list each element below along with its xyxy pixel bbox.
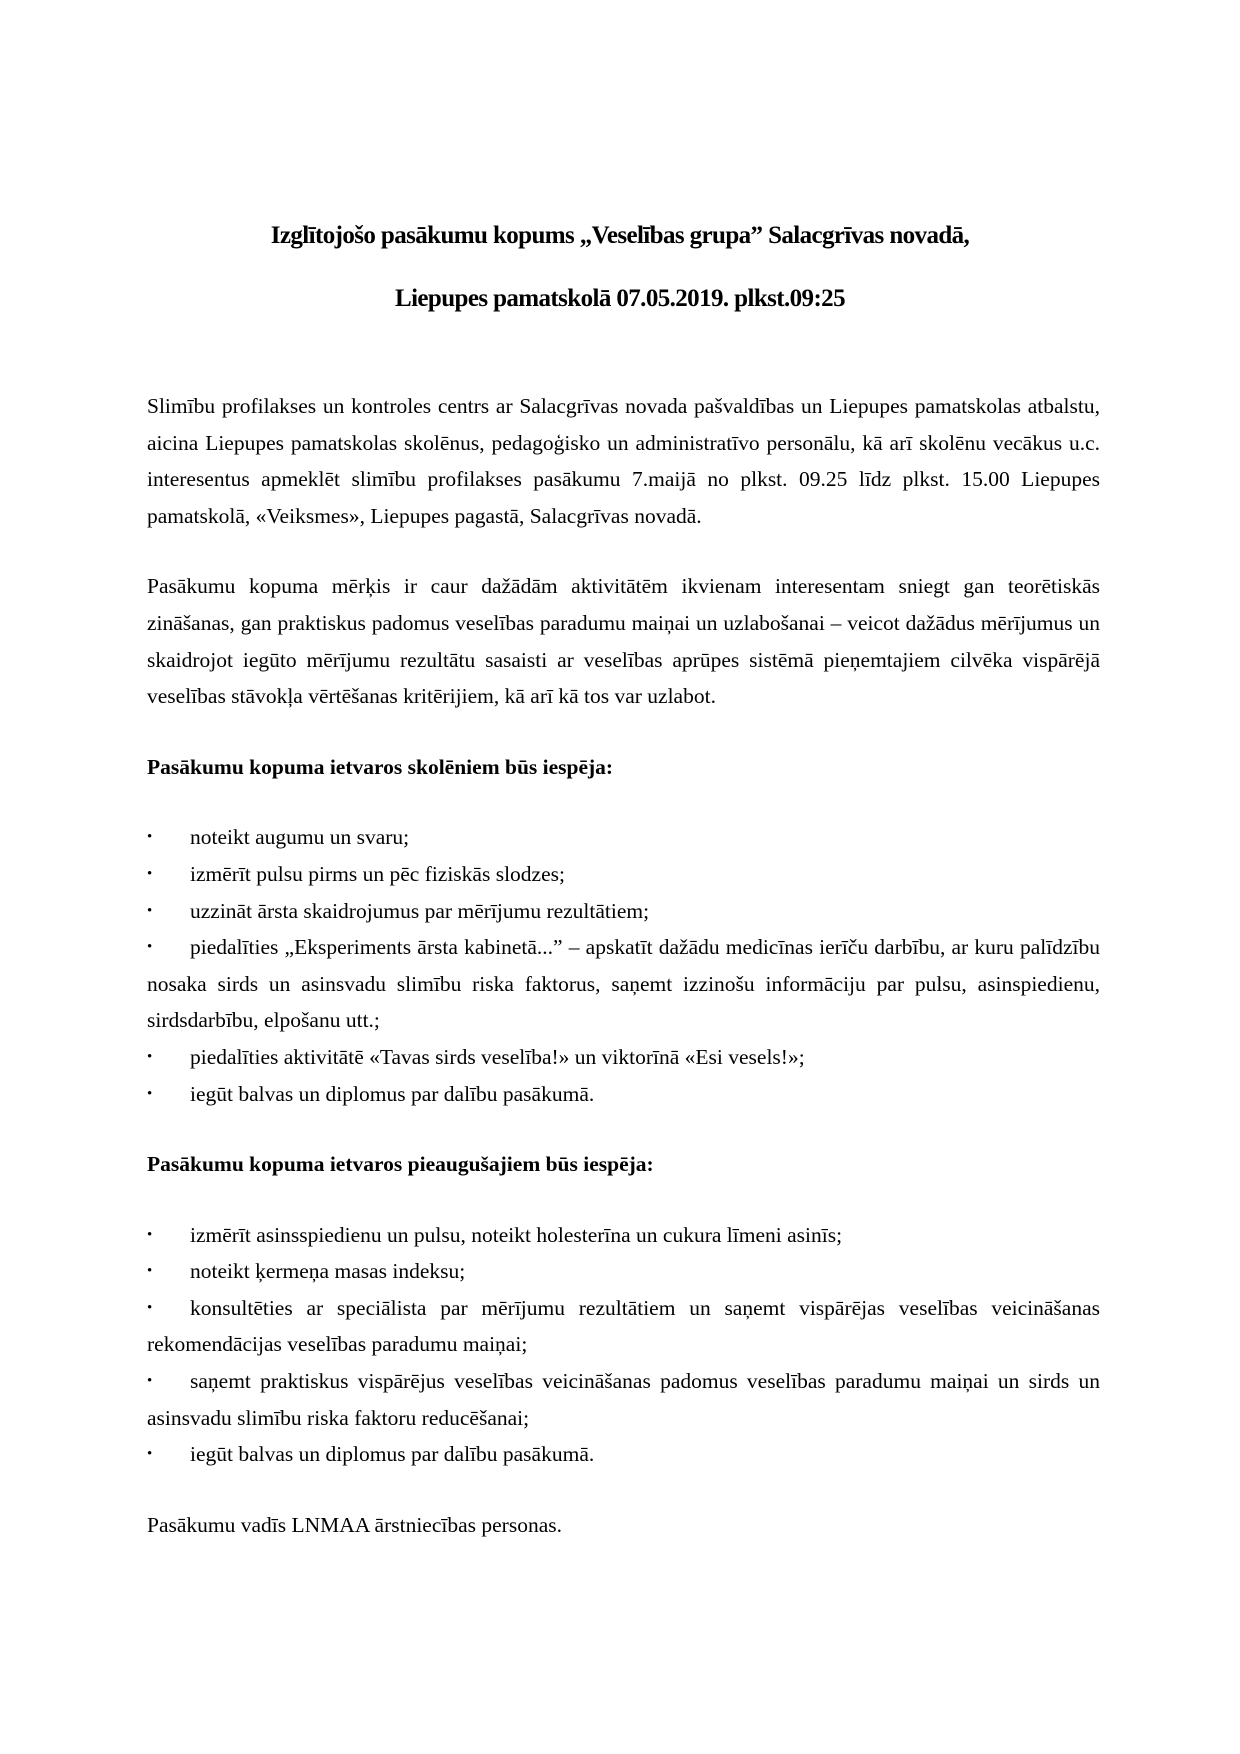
list-item-text: izmērīt pulsu pirms un pēc fiziskās slodzes; [190, 861, 565, 886]
bullet-icon: • [147, 1048, 153, 1065]
list-item [147, 1290, 1100, 1363]
bullet-icon: • [147, 1446, 153, 1463]
list-item-text: uzzināt ārsta skaidrojumus par mērījumu rezultātiem; [190, 898, 650, 923]
document-body [147, 388, 1100, 1543]
list-item-text: noteikt ķermeņa masas indeksu; [190, 1259, 466, 1284]
list-item [147, 1436, 1100, 1473]
adults-list [147, 1217, 1100, 1473]
bullet-icon: • [147, 865, 153, 882]
list-item [147, 893, 1100, 930]
list-item [147, 1217, 1100, 1254]
list-item-text: konsultēties ar speciālista par mērījumu rezultātiem un saņemt vispārējas veselības veicināšanas rekomendācijas veselības paradumu maiņai; [147, 1295, 1100, 1357]
bullet-icon: • [147, 902, 153, 919]
bullet-icon: • [147, 1085, 153, 1102]
bullet-icon: • [147, 1299, 153, 1316]
list-item-text: piedalīties aktivitātē «Tavas sirds veselība!» un viktorīnā «Esi vesels!»; [190, 1044, 805, 1069]
document-title-line-2: Liepupes pamatskolā 07.05.2019. plkst.09:25 [395, 285, 845, 312]
list-item-text: piedalīties „Eksperiments ārsta kabinetā...” – apskatīt dažādu medicīnas ierīču darbību, ar kuru palīdzību nosaka sirds un asinsvadu slimību riska faktorus, saņemt izzinošu informāciju par pulsu, asinspiedienu, sirdsdarbību, elpošanu utt.; [147, 935, 1100, 1033]
bullet-icon: • [147, 829, 153, 846]
bullet-icon: • [147, 1226, 153, 1243]
bullet-icon: • [147, 1373, 153, 1390]
list-item-text: saņemt praktiskus vispārējus veselības veicināšanas padomus veselības paradumu maiņai un sirds un asinsvadu slimību riska faktoru reducēšanai; [147, 1369, 1100, 1430]
list-item [147, 1039, 1100, 1076]
list-item-text: noteikt augumu un svaru; [190, 825, 410, 850]
goal-paragraph: Pasākumu kopuma mērķis ir caur dažādām aktivitātēm ikvienam interesentam sniegt gan teorētiskās zināšanas, gan praktiskus padomus veselības paradumu maiņai un uzlabošanai – veicot dažādus mērījumus un skaidrojot iegūto mērījumu rezultātu sasaisti ar veselības aprūpes sistēmā pieņemtajiem cilvēka vispārējā veselības stāvokļa vērtēšanas kritērijiem, kā arī kā tos var uzlabot. [147, 574, 1100, 709]
closing-paragraph: Pasākumu vadīs LNMAA ārstniecības personas. [147, 1512, 562, 1537]
list-item [147, 929, 1100, 1039]
bullet-icon: • [147, 1263, 153, 1280]
students-heading: Pasākumu kopuma ietvaros skolēniem būs iespēja: [147, 754, 614, 779]
list-item-text: izmērīt asinsspiedienu un pulsu, noteikt holesterīna un cukura līmeni asinīs; [190, 1222, 843, 1247]
list-item [147, 1076, 1100, 1113]
bullet-icon: • [147, 939, 153, 956]
list-item [147, 856, 1100, 893]
list-item-text: iegūt balvas un diplomus par dalību pasākumā. [190, 1442, 595, 1467]
list-item [147, 1253, 1100, 1290]
list-item [147, 1363, 1100, 1436]
list-item-text: iegūt balvas un diplomus par dalību pasākumā. [190, 1081, 595, 1106]
intro-paragraph: Slimību profilakses un kontroles centrs ar Salacgrīvas novada pašvaldības un Liepupes pamatskolas atbalstu, aicina Liepupes pamatskolas skolēnus, pedagoģisko un administratīvo personālu, kā arī skolēnu vecākus u.c. interesentus apmeklēt slimību profilakses pasākumu 7.maijā no plkst. 09.25 līdz plkst. 15.00 Liepupes pamatskolā, «Veiksmes», Liepupes pagastā, Salacgrīvas novadā. [147, 394, 1100, 528]
students-list [147, 819, 1100, 1112]
document-title-line-1: Izglītojošo pasākumu kopums „Veselības grupa” Salacgrīvas novadā, [270, 222, 970, 249]
adults-heading: Pasākumu kopuma ietvaros pieaugušajiem būs iespēja: [147, 1152, 654, 1177]
list-item [147, 819, 1100, 856]
